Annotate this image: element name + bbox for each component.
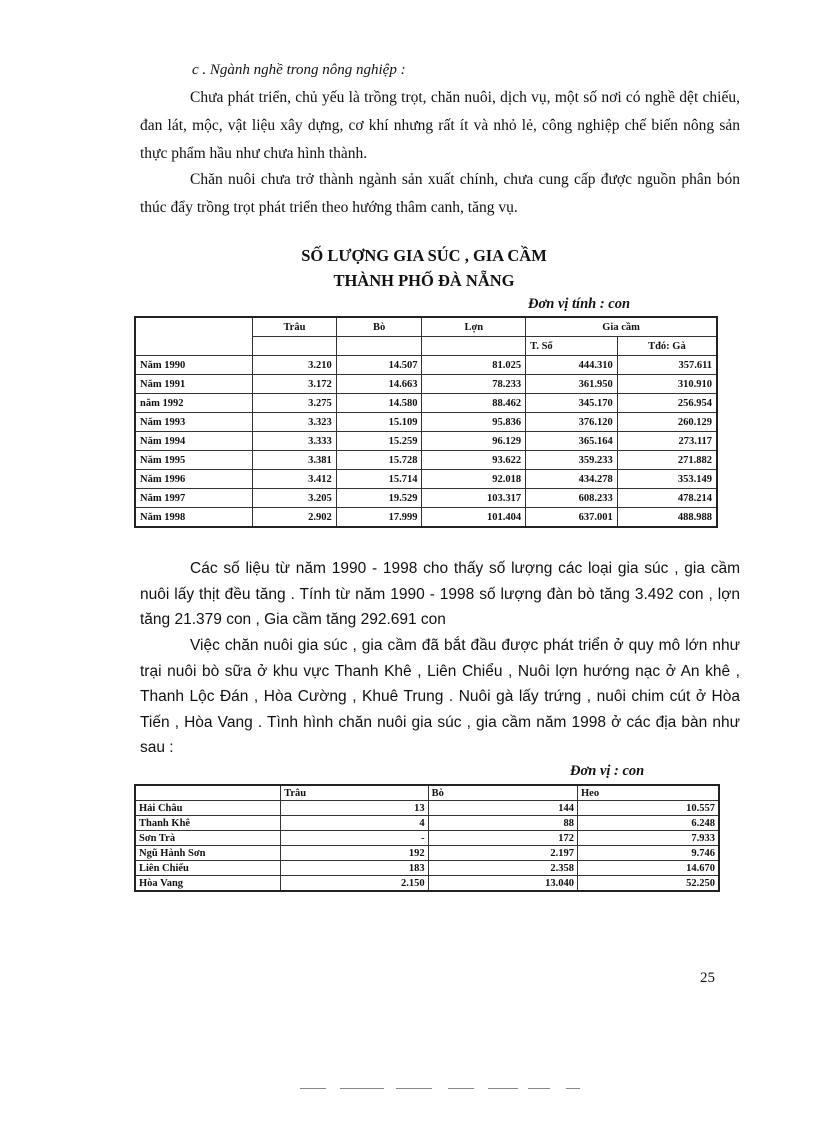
cell-heo: 9.746 — [578, 846, 720, 861]
cell-trau: 3.333 — [253, 432, 337, 451]
table2-unit: Đơn vị : con — [570, 763, 645, 779]
footer-dash — [396, 1088, 432, 1089]
cell-ga: 256.954 — [617, 394, 717, 413]
row-label: Liên Chiểu — [135, 861, 281, 876]
footer-dash — [448, 1088, 474, 1089]
row-label: Hòa Vang — [135, 876, 281, 892]
cell-trau: 183 — [281, 861, 428, 876]
livestock-table — [134, 316, 718, 528]
row-label: Ngũ Hành Sơn — [135, 846, 281, 861]
cell-bo: 172 — [428, 831, 577, 846]
row-label: Năm 1990 — [135, 356, 253, 375]
table-row — [135, 413, 717, 432]
cell-trau: 3.275 — [253, 394, 337, 413]
table-row — [135, 432, 717, 451]
cell-bo: 15.728 — [336, 451, 422, 470]
cell-trau: - — [281, 831, 428, 846]
cell-trau: 13 — [281, 801, 428, 816]
page-number: 25 — [700, 970, 715, 986]
table-row — [135, 375, 717, 394]
table1-header-gia-cam: Gia cầm — [526, 317, 717, 337]
cell-trau: 4 — [281, 816, 428, 831]
cell-ga: 271.882 — [617, 451, 717, 470]
table1-header-row — [135, 317, 717, 337]
cell-lon: 78.233 — [422, 375, 526, 394]
cell-ga: 260.129 — [617, 413, 717, 432]
table-row — [135, 801, 719, 816]
table1-title-line1: SỐ LƯỢNG GIA SÚC , GIA CẦM — [301, 246, 547, 265]
cell-tong-so: 434.278 — [526, 470, 618, 489]
row-label: Năm 1991 — [135, 375, 253, 394]
row-label: Hải Châu — [135, 801, 281, 816]
cell-bo: 14.507 — [336, 356, 422, 375]
table1-title-line2: THÀNH PHỐ ĐÀ NẴNG — [333, 271, 515, 290]
table1-header-bo: Bò — [336, 317, 422, 337]
cell-bo: 15.714 — [336, 470, 422, 489]
table1-title — [140, 243, 708, 293]
table-row — [135, 451, 717, 470]
footer-dash — [340, 1088, 384, 1089]
cell-ga: 353.149 — [617, 470, 717, 489]
row-label: Năm 1997 — [135, 489, 253, 508]
analysis-paragraph-1: Các số liệu từ năm 1990 - 1998 cho thấy số lượng các loại gia súc , gia cầm nuôi lấy thịt đều tăng . Tính từ năm 1990 - 1998 số lượng đàn bò tăng 3.492 con , lợn tăng 21.379 con , Gia cầm tăng 292.691 con — [140, 560, 740, 628]
cell-tong-so: 359.233 — [526, 451, 618, 470]
cell-ga: 478.214 — [617, 489, 717, 508]
cell-heo: 52.250 — [578, 876, 720, 892]
cell-tong-so: 365.164 — [526, 432, 618, 451]
table2-header-row — [135, 785, 719, 801]
table-row — [135, 508, 717, 528]
cell-lon: 93.622 — [422, 451, 526, 470]
row-label: Năm 1998 — [135, 508, 253, 528]
cell-ga: 488.988 — [617, 508, 717, 528]
row-label: Năm 1996 — [135, 470, 253, 489]
row-label: Thanh Khê — [135, 816, 281, 831]
cell-bo: 19.529 — [336, 489, 422, 508]
table1-empty-cell — [253, 337, 337, 356]
table2-header-trau: Trâu — [281, 785, 428, 801]
table1-header-tong-so: T. Số — [526, 337, 618, 356]
footer-dash — [528, 1088, 550, 1089]
table1-header-lon: Lợn — [422, 317, 526, 337]
cell-trau: 3.381 — [253, 451, 337, 470]
cell-trau: 3.172 — [253, 375, 337, 394]
cell-lon: 103.317 — [422, 489, 526, 508]
cell-tong-so: 637.001 — [526, 508, 618, 528]
cell-bo: 2.197 — [428, 846, 577, 861]
table-row — [135, 470, 717, 489]
cell-heo: 14.670 — [578, 861, 720, 876]
cell-trau: 2.902 — [253, 508, 337, 528]
cell-ga: 310.910 — [617, 375, 717, 394]
cell-tong-so: 608.233 — [526, 489, 618, 508]
table1-empty-cell — [336, 337, 422, 356]
paragraph-1: Chưa phát triển, chủ yếu là trồng trọt, chăn nuôi, dịch vụ, một số nơi có nghề dệt chiếu, đan lát, mộc, vật liệu xây dựng, cơ khí nhưng rất ít và nhỏ lẻ, công nghiệp chế biến nông sản thực phẩm hầu như chưa hình thành. — [140, 89, 740, 162]
cell-bo: 14.663 — [336, 375, 422, 394]
table1-empty-cell — [422, 337, 526, 356]
table-row — [135, 876, 719, 892]
cell-lon: 92.018 — [422, 470, 526, 489]
row-label: Năm 1994 — [135, 432, 253, 451]
cell-lon: 96.129 — [422, 432, 526, 451]
footer-dash — [300, 1088, 326, 1089]
district-livestock-table — [134, 784, 720, 892]
cell-ga: 357.611 — [617, 356, 717, 375]
table2-corner-cell — [135, 785, 281, 801]
cell-lon: 88.462 — [422, 394, 526, 413]
cell-trau: 3.205 — [253, 489, 337, 508]
cell-trau: 3.412 — [253, 470, 337, 489]
table-row — [135, 861, 719, 876]
cell-heo: 7.933 — [578, 831, 720, 846]
cell-lon: 95.836 — [422, 413, 526, 432]
cell-tong-so: 361.950 — [526, 375, 618, 394]
table-row — [135, 831, 719, 846]
footer-dash — [488, 1088, 518, 1089]
paragraph-2: Chăn nuôi chưa trở thành ngành sản xuất chính, chưa cung cấp được nguồn phân bón thúc đẩy trồng trọt phát triển theo hướng thâm canh, tăng vụ. — [140, 171, 740, 216]
cell-bo: 14.580 — [336, 394, 422, 413]
cell-trau: 3.210 — [253, 356, 337, 375]
row-label: năm 1992 — [135, 394, 253, 413]
table1-corner-cell — [135, 317, 253, 356]
cell-lon: 81.025 — [422, 356, 526, 375]
cell-tong-so: 444.310 — [526, 356, 618, 375]
table2-header-heo: Heo — [578, 785, 720, 801]
row-label: Năm 1995 — [135, 451, 253, 470]
table-row — [135, 394, 717, 413]
cell-heo: 6.248 — [578, 816, 720, 831]
table2-header-bo: Bò — [428, 785, 577, 801]
cell-bo: 13.040 — [428, 876, 577, 892]
cell-bo: 2.358 — [428, 861, 577, 876]
cell-bo: 17.999 — [336, 508, 422, 528]
table-row — [135, 356, 717, 375]
cell-heo: 10.557 — [578, 801, 720, 816]
cell-bo: 88 — [428, 816, 577, 831]
table-row — [135, 489, 717, 508]
cell-trau: 3.323 — [253, 413, 337, 432]
cell-trau: 192 — [281, 846, 428, 861]
cell-trau: 2.150 — [281, 876, 428, 892]
cell-bo: 15.109 — [336, 413, 422, 432]
cell-tong-so: 345.170 — [526, 394, 618, 413]
row-label: Năm 1993 — [135, 413, 253, 432]
table1-header-trong-do-ga: Tđó: Gà — [617, 337, 717, 356]
cell-tong-so: 376.120 — [526, 413, 618, 432]
cell-bo: 144 — [428, 801, 577, 816]
section-heading: c . Ngành nghề trong nông nghiệp : — [192, 62, 406, 78]
table1-unit: Đơn vị tính : con — [528, 296, 631, 312]
row-label: Sơn Trà — [135, 831, 281, 846]
table1-header-trau: Trâu — [253, 317, 337, 337]
table-row — [135, 846, 719, 861]
cell-ga: 273.117 — [617, 432, 717, 451]
cell-lon: 101.404 — [422, 508, 526, 528]
analysis-paragraph-2: Việc chăn nuôi gia súc , gia cầm đã bắt đầu được phát triển ở quy mô lớn như trại nuôi bò sữa ở khu vực Thanh Khê , Liên Chiểu , Nuôi lợn hướng nạc ở An khê , Thanh Lộc Đán , Hòa Cường , Khuê Trung . Nuôi gà lấy trứng , nuôi chim cút ở Hòa Tiến , Hòa Vang . Tình hình chăn nuôi gia súc , gia cầm năm 1998 ở các địa bàn như sau : — [140, 637, 740, 756]
footer-dash — [566, 1088, 580, 1089]
table-row — [135, 816, 719, 831]
cell-bo: 15.259 — [336, 432, 422, 451]
